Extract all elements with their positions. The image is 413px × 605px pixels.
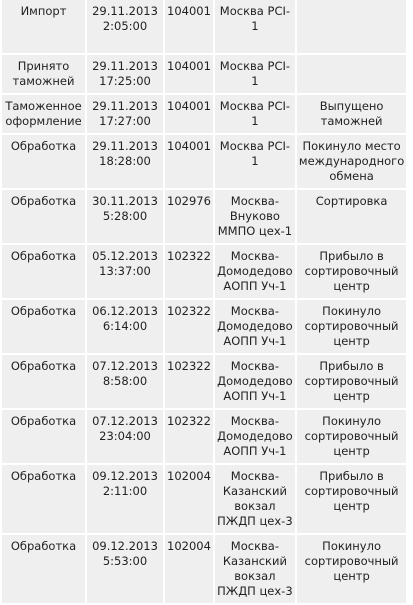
place-cell: Москва PCI- 1 [215,95,295,133]
attribute-cell: Прибыло в сортировочный центр [297,465,406,533]
place-cell: Москва PCI- 1 [215,55,295,93]
place-cell: Москва- Домодедово АОПП Уч-1 [215,410,295,463]
index-cell: 104001 [165,0,213,53]
operation-cell: Обработка [2,190,85,243]
datetime-cell: 29.11.2013 2:05:00 [87,0,163,53]
index-cell: 102004 [165,535,213,603]
place-cell: Москва- Домодедово АОПП Уч-1 [215,355,295,408]
place-cell: Москва PCI- 1 [215,0,295,53]
attribute-cell [297,55,406,93]
attribute-cell: Покинуло место международного обмена [297,135,406,188]
index-cell: 102976 [165,190,213,243]
datetime-cell: 09.12.2013 5:53:00 [87,535,163,603]
place-cell: Москва- Казанский вокзал ПЖДП цех-3 [215,535,295,603]
operation-cell: Таможенное оформление [2,95,85,133]
datetime-cell: 07.12.2013 23:04:00 [87,410,163,463]
datetime-cell: 30.11.2013 5:28:00 [87,190,163,243]
table-row [2,0,406,53]
index-cell: 102322 [165,300,213,353]
datetime-cell: 09.12.2013 2:11:00 [87,465,163,533]
table-row [2,95,406,133]
operation-cell: Обработка [2,135,85,188]
operation-cell: Обработка [2,355,85,408]
place-cell: Москва- Казанский вокзал ПЖДП цех-3 [215,465,295,533]
operation-cell: Импорт [2,0,85,53]
index-cell: 104001 [165,135,213,188]
operation-cell: Обработка [2,300,85,353]
table-row [2,245,406,298]
place-cell: Москва- Домодедово АОПП Уч-1 [215,245,295,298]
table-row [2,135,406,188]
index-cell: 102322 [165,410,213,463]
index-cell: 104001 [165,55,213,93]
table-row [2,300,406,353]
table-row [2,190,406,243]
datetime-cell: 06.12.2013 6:14:00 [87,300,163,353]
index-cell: 104001 [165,95,213,133]
operation-cell: Обработка [2,535,85,603]
table-row [2,410,406,463]
place-cell: Москва- Домодедово АОПП Уч-1 [215,300,295,353]
attribute-cell: Выпущено таможней [297,95,406,133]
operation-cell: Обработка [2,410,85,463]
operation-cell: Принято таможней [2,55,85,93]
table-row [2,55,406,93]
datetime-cell: 29.11.2013 18:28:00 [87,135,163,188]
index-cell: 102322 [165,245,213,298]
operation-cell: Обработка [2,245,85,298]
attribute-cell: Покинуло сортировочный центр [297,300,406,353]
datetime-cell: 05.12.2013 13:37:00 [87,245,163,298]
datetime-cell: 29.11.2013 17:25:00 [87,55,163,93]
attribute-cell: Покинуло сортировочный центр [297,535,406,603]
datetime-cell: 29.11.2013 17:27:00 [87,95,163,133]
attribute-cell: Прибыло в сортировочный центр [297,355,406,408]
operation-cell: Обработка [2,465,85,533]
table-row [2,465,406,533]
index-cell: 102322 [165,355,213,408]
attribute-cell [297,0,406,53]
datetime-cell: 07.12.2013 8:58:00 [87,355,163,408]
place-cell: Москва- Внуково ММПО цех-1 [215,190,295,243]
tracking-table-body [2,0,406,603]
place-cell: Москва PCI- 1 [215,135,295,188]
attribute-cell: Прибыло в сортировочный центр [297,245,406,298]
table-row [2,355,406,408]
attribute-cell: Сортировка [297,190,406,243]
index-cell: 102004 [165,465,213,533]
attribute-cell: Покинуло сортировочный центр [297,410,406,463]
